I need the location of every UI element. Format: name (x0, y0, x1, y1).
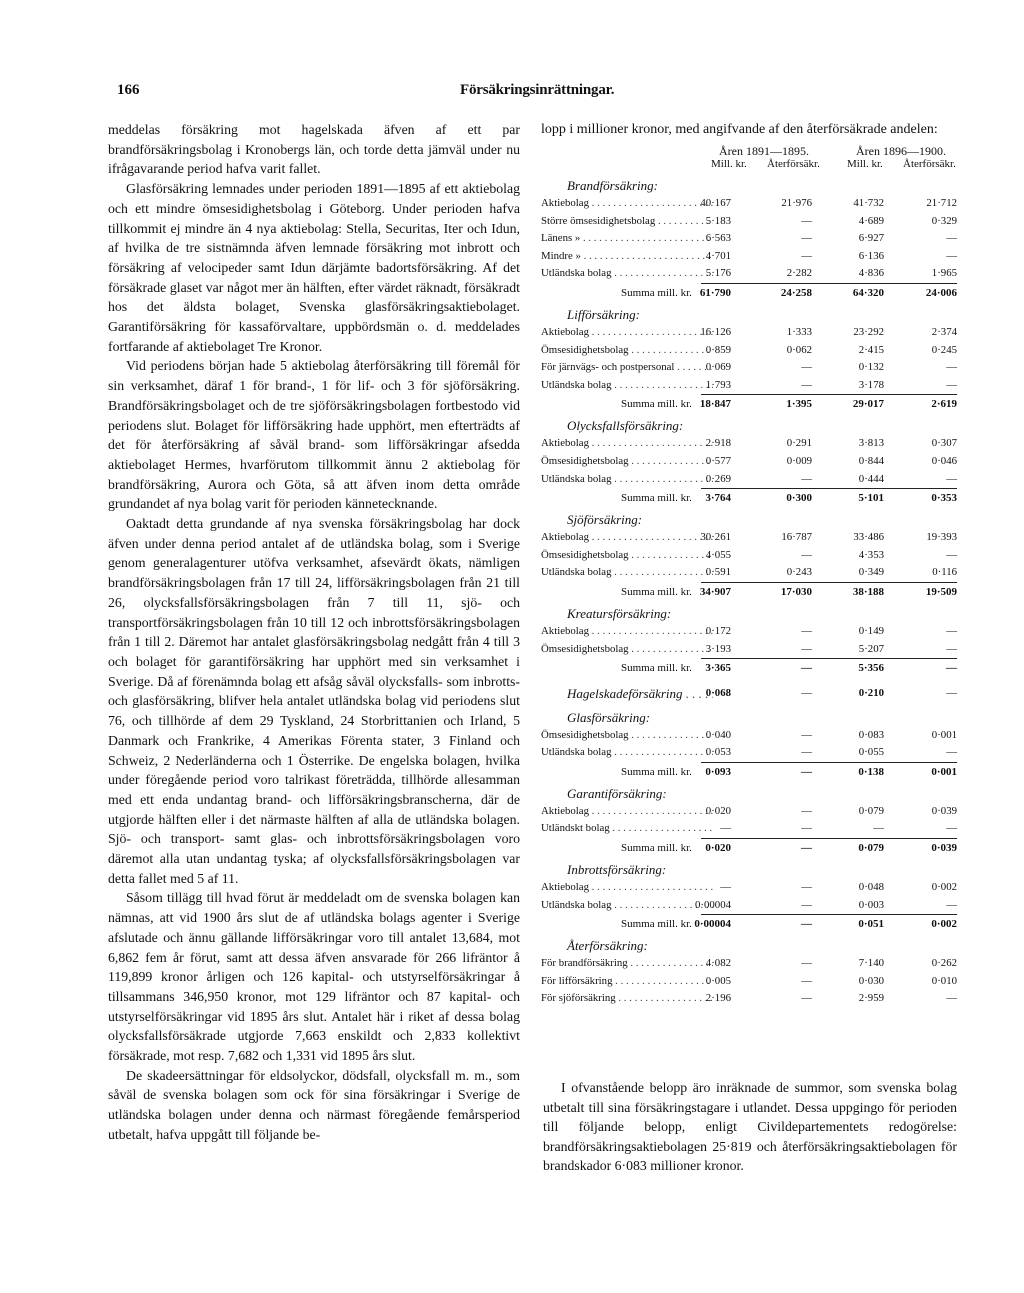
section-title: Sjöförsäkring: (567, 512, 643, 528)
value-cell: — (801, 548, 812, 561)
value-cell: 4·082 (705, 957, 731, 970)
table-row (541, 955, 957, 973)
value-cell: 30·261 (700, 531, 731, 544)
value-cell: — (946, 361, 957, 374)
value-cell: 0·307 (931, 437, 957, 450)
table-row (541, 973, 957, 991)
value-cell: — (801, 214, 812, 227)
value-cell: — (801, 898, 812, 911)
value-cell: 0·055 (858, 746, 884, 759)
value-cell: 0·046 (931, 454, 957, 467)
sum-value: — (801, 842, 812, 855)
paragraph: Glasförsäkring lemnades under perioden 1891—1895 af ett aktiebolag och ett mindre ömsesidighetsbolag i Göteborg. Under perioden hafva tillkommit ej mindre än 4 nya aktiebolag: Stella, Securitas, Iter och Idun, af hvilka de tre sistnämnda äfven lemnade försäkring mot inbrott och försäkring af velocipeder samt Idun därjämte badortsförsäkring. Af det försäkrade glaset var något mer än hälften, efter värdet räknadt, försäkradt hos det äldsta bolaget, Svenska glasförsäkringsaktiebolaget. Garantiförsäkring för kassaförvaltare, uppbördsmän o. d. meddelades fortfarande af aktiebolaget Tre Kronor. (108, 181, 520, 354)
paragraph: Vid periodens början hade 5 aktiebolag återförsäkring till föremål för sin verksamhet, däraf 1 för brand-, 1 för lif- och 3 för sjöförsäkring. Brandförsäkringsbolaget och de tre sjöförsäkringsbolagen fortbestodo vid periodens slut. Bolaget för lifförsäkring hade upphört, men efterträdts af det för återförsäkring af såväl brand- som lifförsäkringar afsedda aktiebolaget Hermes, hvarförutom tillkommit ännu 2 aktiebolag för brandförsäkring, Aurora och Göta, så att äfven inom detta område grundandet af nya bolag varit för perioden kännetecknande. (108, 358, 520, 512)
value-cell: 5·207 (858, 642, 884, 655)
value-cell: — (801, 687, 812, 700)
value-cell: 0·083 (858, 728, 884, 741)
value-cell: 3·193 (705, 642, 731, 655)
sum-row (541, 762, 957, 783)
value-cell: 0·048 (858, 881, 884, 894)
section-title: Brandförsäkring: (567, 178, 658, 193)
value-cell: — (946, 624, 957, 637)
value-cell: 2·918 (705, 437, 731, 450)
value-cell: 4·701 (705, 249, 731, 262)
value-cell: 2·415 (858, 343, 884, 356)
value-cell: 0·003 (858, 898, 884, 911)
value-cell: 0·243 (786, 566, 812, 579)
value-cell: 0·001 (931, 728, 957, 741)
value-cell: 0·577 (705, 454, 731, 467)
table-row (541, 623, 957, 641)
table-row (541, 230, 957, 248)
value-cell: 3·813 (858, 437, 884, 450)
section-title: Olycksfallsförsäkring: (567, 418, 684, 434)
table-row (541, 377, 957, 395)
sum-value: 0·093 (705, 765, 731, 778)
sum-row (541, 838, 957, 859)
section-title: Garantiförsäkring: (567, 785, 667, 801)
value-cell: 23·292 (853, 325, 884, 338)
row-label: Utländska bolag . . . (541, 744, 713, 762)
value-cell: 6·136 (858, 249, 884, 262)
paragraph: Såsom tillägg till hvad förut är meddeladt om de svenska bolagen kan nämnas, att vid 1900 års slut de af utländska bolags agenter i Sverige afslutade och ännu gällande lifförsäkringar voro till antalet 13,684, mot 6,862 fem år förut, samt att dessa äfven ansvarade för 266 lifräntor å 119,899 kronor årligen och 126 kapital- och utstyrselförsäkringar å tillsammans 346,950 kronor, mot 129 lifräntor och 87 kapital- och utstyrselförsäkringar vid 1895 års slut. Antalet här i riket af dessa bolag olycksfallsförsäkrade utgjorde 7,663 enskildt och 2,833 kollektivt försäkrade, mot resp. 7,682 och 1,331 vid 1895 års slut. (108, 890, 520, 1064)
value-cell: — (801, 804, 812, 817)
row-label: Aktiebolag . . . (541, 803, 713, 821)
sum-row (541, 914, 957, 935)
value-cell: — (946, 687, 957, 700)
value-cell: 33·486 (853, 531, 884, 544)
value-cell: 0·269 (705, 472, 731, 485)
value-cell: 16·126 (700, 325, 731, 338)
sum-value: — (946, 662, 957, 675)
value-cell: 19·393 (926, 531, 957, 544)
value-cell: — (801, 232, 812, 245)
value-cell: — (801, 746, 812, 759)
period-header-1: Åren 1891—1895. (719, 144, 809, 158)
value-cell: — (873, 822, 884, 835)
value-cell: 0·291 (786, 437, 812, 450)
table-row (541, 265, 957, 283)
value-cell: — (801, 822, 812, 835)
row-label: Större ömsesidighetsbolag . . . (541, 213, 713, 231)
sum-value: — (801, 765, 812, 778)
sum-value: 24·258 (780, 286, 812, 299)
sum-value: 3·764 (705, 492, 731, 505)
value-cell: — (801, 378, 812, 391)
value-cell: 21·712 (926, 197, 957, 209)
row-label: Aktiebolag . . . (541, 623, 713, 641)
insurance-claims-table (541, 177, 957, 1008)
row-label: Aktiebolag . . . (541, 879, 713, 897)
value-cell: — (720, 822, 731, 835)
table-row (541, 990, 957, 1008)
value-cell: 1·965 (931, 267, 957, 280)
table-row (541, 803, 957, 821)
table-row (541, 744, 957, 762)
value-cell: 21·976 (781, 197, 812, 209)
running-title: Försäkringsinrättningar. (460, 82, 615, 98)
value-cell: — (946, 898, 957, 911)
value-cell: 0·149 (858, 624, 884, 637)
row-label: För lifförsäkring . . . (541, 973, 713, 991)
value-cell: 0·245 (931, 343, 957, 356)
value-cell: 0·079 (858, 804, 884, 817)
value-cell: — (946, 746, 957, 759)
value-cell: 0·068 (705, 687, 731, 700)
sub-header-mill-1: Mill. kr. (711, 158, 747, 170)
value-cell: — (946, 232, 957, 245)
sum-value: 0·020 (705, 842, 731, 855)
table-row (541, 359, 957, 377)
row-label: Ömsesidighetsbolag . . . (541, 453, 713, 471)
value-cell: 0·005 (705, 974, 731, 987)
value-cell: 2·374 (931, 325, 957, 338)
row-label: Utländska bolag . . . (541, 897, 713, 915)
sum-label: Summa mill. kr. (621, 585, 692, 598)
sum-value: 0·051 (858, 918, 884, 931)
row-label: Aktiebolag . . . (541, 529, 713, 547)
sub-header-reins-1: Återförsäkr. (767, 158, 820, 170)
row-label: Länens » . . . (541, 230, 713, 248)
value-cell: 0·00004 (695, 898, 731, 911)
sum-label: Summa mill. kr. (621, 286, 692, 299)
row-label: Ömsesidighetsbolag . . . (541, 727, 713, 745)
table-row (541, 529, 957, 547)
value-cell: 4·836 (858, 267, 884, 280)
sum-row (541, 394, 957, 415)
value-cell: 6·927 (858, 232, 884, 245)
value-cell: 1·333 (786, 325, 812, 338)
sum-value: 1·395 (786, 398, 812, 411)
row-label: För järnvägs- och postpersonal . . . (541, 359, 713, 377)
value-cell: 0·859 (705, 343, 731, 356)
sum-label: Summa mill. kr. (621, 662, 692, 675)
value-cell: 0·020 (705, 804, 731, 817)
table-row (541, 897, 957, 915)
sum-value: 0·079 (858, 842, 884, 855)
table-row (541, 564, 957, 582)
table-row (541, 324, 957, 342)
value-cell: — (801, 728, 812, 741)
sum-row (541, 658, 957, 679)
row-label: Aktiebolag . . . (541, 195, 713, 213)
table-row (541, 471, 957, 489)
value-cell: 2·196 (705, 992, 731, 1005)
paragraph: meddelas försäkring mot hagelskada äfven af ett par brandförsäkringsbolag i Kronobergs län, och torde detta jämväl under nu ifrågavarande period hafva varit fallet. (108, 122, 520, 177)
sum-value: 0·300 (786, 492, 812, 505)
value-cell: 0·329 (931, 214, 957, 227)
sum-value: 5·356 (858, 662, 884, 675)
table-row (541, 820, 957, 838)
sum-value: 0·138 (858, 765, 884, 778)
value-cell: 6·563 (705, 232, 731, 245)
value-cell: 0·132 (858, 361, 884, 374)
value-cell: — (801, 642, 812, 655)
sum-value: — (801, 918, 812, 931)
value-cell: 7·140 (858, 957, 884, 970)
sub-header-reins-2: Återförsäkr. (903, 158, 956, 170)
value-cell: — (801, 957, 812, 970)
table-column-header (541, 143, 957, 175)
row-label: Ömsesidighetsbolag . . . (541, 342, 713, 360)
row-label: Mindre » . . . (541, 248, 713, 266)
table-row (541, 727, 957, 745)
sub-header-mill-2: Mill. kr. (847, 158, 883, 170)
section-title: Inbrottsförsäkring: (567, 862, 667, 878)
paragraph: De skadeersättningar för eldsolyckor, dödsfall, olycksfall m. m., som såväl de svenska bolagen som ock för sina försäkringar i Sverige de utländska bolagen under denna och närmast föregående femårsperiod utbetalt, hafva uppgått till följande be- (108, 1067, 520, 1142)
value-cell: — (720, 881, 731, 894)
value-cell: 0·010 (931, 974, 957, 987)
sum-value: 5·101 (858, 492, 884, 505)
sum-label: Summa mill. kr. (621, 842, 692, 855)
value-cell: 0·349 (858, 566, 884, 579)
value-cell: — (946, 378, 957, 391)
row-label: Utländska bolag . . . (541, 265, 713, 283)
value-cell: 3·178 (858, 378, 884, 391)
sum-row (541, 283, 957, 304)
paragraph: Oaktadt detta grundande af nya svenska försäkringsbolag har dock äfven under denna period antalet af de utländska bolag, som i Sverige genom generalagenturer utöfva verksamhet, afsevärdt ökats, nämligen brandförsäkringsbolagen från 17 till 24, lifförsäkringsbolagen från 21 till 26, olycksfallsförsäkringsbolagen från 7 till 11, sjö- och transportförsäkringsbolagen från 10 till 12 och inbrottsförsäkringsbolagen från 1 till 2. Däremot har antalet glasförsäkringsbolag nedgått från 4 till 3 och bolaget för garantiförsäkring har upphört med sin verksamhet i Sverige. Då af förenämnda bolag ett afsåg såväl olycksfalls- som inbrotts- och glasförsäkring, blifver hela antalet utländska bolag vid periodens slut 76, och tillhörde af dem 29 Tyskland, 24 Storbrittanien och Irland, 5 Danmark och Frankrike, 4 Amerikas Förenta stater, 3 Finland och Schweiz, 2 Nederländerna och 1 Österrike. De engelska bolagen, hvilka under föregående period voro talrikast företrädda, tillhörde allesamman med ett enda undantag brand- och lifförsäkringsbranscherna, där de utgjorde hälften eller i det närmaste hälften af alla de utländska bolagen. Sjö- och transport- samt glas- och inbrottsförsäkringsbolagen voro däremot alla utan undantag tyska; af olycksfallsförsäkringsbolagen var detta fallet med 5 af 11. (108, 516, 520, 886)
sum-value: 0·00004 (694, 918, 731, 931)
table-row (541, 213, 957, 231)
value-cell: — (801, 361, 812, 374)
section-title: Återförsäkring: (567, 938, 648, 954)
value-cell: 0·444 (858, 472, 884, 485)
sum-label: Summa mill. kr. (621, 765, 692, 778)
value-cell: 2·282 (786, 267, 812, 280)
sum-row (541, 582, 957, 603)
value-cell: 0·002 (931, 881, 957, 894)
value-cell: — (801, 992, 812, 1005)
value-cell: — (801, 624, 812, 637)
value-cell: 40·167 (700, 197, 731, 209)
sum-value: 0·002 (931, 918, 957, 931)
row-label: Utländska bolag . . . (541, 471, 713, 489)
row-label: Aktiebolag . . . (541, 435, 713, 453)
value-cell: — (946, 642, 957, 655)
value-cell: 4·689 (858, 214, 884, 227)
sum-value: 64·320 (852, 286, 884, 299)
value-cell: 0·116 (932, 566, 957, 579)
sum-value: 18·847 (699, 398, 731, 411)
table-row (541, 453, 957, 471)
section-title: Hagelskadeförsäkring . . . (567, 685, 713, 703)
value-cell: — (801, 881, 812, 894)
footnote: I ofvanstående belopp äro inräknade de summor, som svenska bolag utbetalt till sina försäkringstagare i utlandet. Dessa uppgingo för perioden till följande belopp, enligt Civildepartementets redogörelse: brandförsäkringsaktiebolagen 25·819 och återförsäkringsaktiebolagen för brandskador 6·083 millioner kronor. (543, 1080, 957, 1174)
sum-value: 3·365 (705, 662, 731, 675)
table-row (541, 435, 957, 453)
page-number: 166 (117, 82, 140, 98)
table-row (541, 547, 957, 565)
sum-value: 0·001 (931, 765, 957, 778)
table-row (541, 641, 957, 659)
value-cell: 0·069 (705, 361, 731, 374)
table-row (541, 195, 957, 213)
sum-value: 19·509 (925, 585, 957, 598)
value-cell: 0·210 (858, 687, 884, 700)
row-label: Utländskt bolag . . . (541, 820, 713, 838)
sum-value: 0·353 (931, 492, 957, 505)
value-cell: — (946, 249, 957, 262)
row-label: Utländska bolag . . . (541, 377, 713, 395)
sum-value: 34·907 (699, 585, 731, 598)
value-cell: — (801, 472, 812, 485)
row-label: Ömsesidighetsbolag . . . (541, 547, 713, 565)
value-cell: 0·039 (931, 804, 957, 817)
sum-label: Summa mill. kr. (621, 492, 692, 505)
value-cell: 0·172 (705, 624, 731, 637)
sum-value: 29·017 (852, 398, 884, 411)
value-cell: 0·262 (931, 957, 957, 970)
value-cell: 0·062 (786, 343, 812, 356)
value-cell: — (801, 974, 812, 987)
value-cell: 0·591 (705, 566, 731, 579)
table-row (541, 248, 957, 266)
period-header-2: Åren 1896—1900. (856, 144, 946, 158)
sum-label: Summa mill. kr. (621, 918, 692, 931)
value-cell: — (946, 548, 957, 561)
row-label: För sjöförsäkring . . . (541, 990, 713, 1008)
value-cell: 0·030 (858, 974, 884, 987)
value-cell: 4·055 (705, 548, 731, 561)
sum-value: 61·790 (699, 286, 731, 299)
section-title: Glasförsäkring: (567, 709, 651, 725)
value-cell: 0·040 (705, 728, 731, 741)
value-cell: 0·009 (786, 454, 812, 467)
row-label: Aktiebolag . . . (541, 324, 713, 342)
section-title: Kreatursförsäkring: (567, 605, 672, 621)
value-cell: 5·176 (705, 267, 731, 280)
value-cell: — (946, 822, 957, 835)
value-cell: — (801, 249, 812, 262)
value-cell: 1·793 (705, 378, 731, 391)
section-title: Lifförsäkring: (567, 306, 640, 322)
left-column-text (108, 120, 520, 1145)
row-label: Utländska bolag . . . (541, 564, 713, 582)
value-cell: 0·844 (858, 454, 884, 467)
table-row (541, 879, 957, 897)
sum-value: 24·006 (925, 286, 957, 299)
sum-value: 2·619 (931, 398, 957, 411)
value-cell: — (946, 992, 957, 1005)
row-label: Ömsesidighetsbolag . . . (541, 641, 713, 659)
value-cell: 4·353 (858, 548, 884, 561)
sum-row (541, 488, 957, 509)
sum-value: 17·030 (780, 585, 812, 598)
value-cell: 0·053 (705, 746, 731, 759)
value-cell: — (946, 472, 957, 485)
table-row (541, 342, 957, 360)
value-cell: 16·787 (781, 531, 812, 544)
sum-value: 38·188 (852, 585, 884, 598)
right-column (541, 120, 957, 1008)
value-cell: 5·183 (705, 214, 731, 227)
sum-value: 0·039 (931, 842, 957, 855)
value-cell: 41·732 (853, 197, 884, 209)
table-row (541, 685, 957, 703)
row-label: För brandförsäkring . . . (541, 955, 713, 973)
sum-label: Summa mill. kr. (621, 398, 692, 411)
value-cell: 2·959 (858, 992, 884, 1005)
table-intro: lopp i millioner kronor, med angifvande af den återförsäkrade andelen: (541, 122, 938, 137)
sum-value: — (801, 662, 812, 675)
